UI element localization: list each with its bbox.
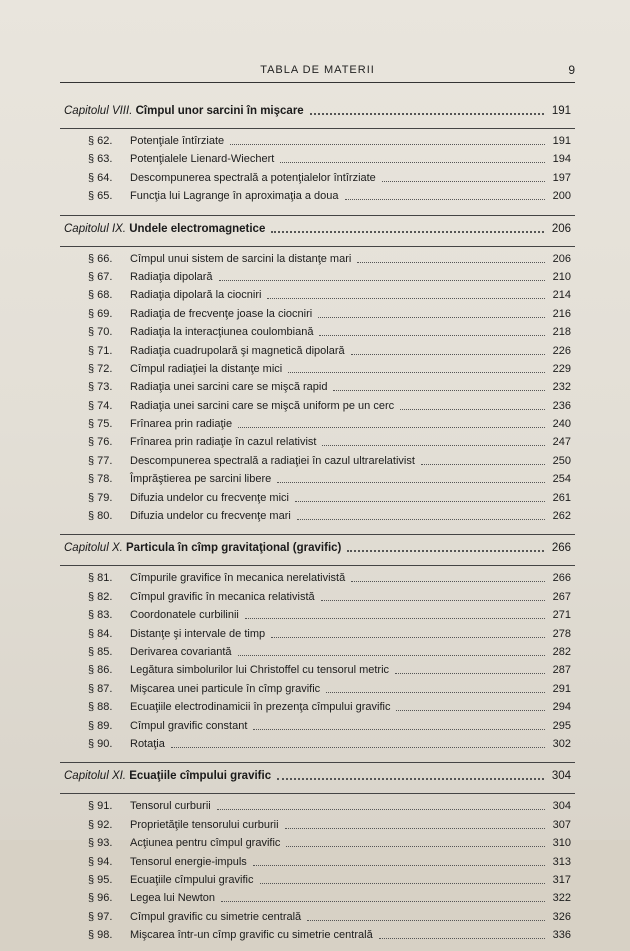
dot-leader bbox=[321, 599, 545, 601]
section-entry bbox=[60, 589, 575, 607]
section-page-number: 336 bbox=[552, 929, 571, 942]
section-number: § 66. bbox=[88, 252, 113, 265]
chapter-divider bbox=[60, 128, 575, 129]
dot-leader bbox=[277, 481, 544, 483]
section-entry bbox=[60, 434, 575, 452]
dot-leader bbox=[396, 709, 544, 711]
chapter-title bbox=[64, 770, 271, 782]
dot-leader bbox=[253, 728, 544, 730]
section-title: Legătura simbolurilor lui Christoffel cu tensorul metric bbox=[130, 664, 390, 677]
section-page-number: 197 bbox=[552, 171, 571, 184]
section-entry bbox=[60, 269, 575, 287]
table-of-contents bbox=[60, 100, 575, 951]
chapter-page-number: 304 bbox=[551, 770, 571, 783]
chapter-divider bbox=[60, 762, 575, 763]
section-number: § 79. bbox=[88, 491, 113, 504]
section-number: § 89. bbox=[88, 719, 113, 732]
section-entry bbox=[60, 817, 575, 835]
section-number: § 94. bbox=[88, 855, 113, 868]
chapter-name: Particula în cîmp gravitaţional (gravific) bbox=[126, 542, 342, 555]
chapter-spacer bbox=[60, 207, 575, 213]
section-title: Radiaţia dipolară la ciocniri bbox=[130, 289, 262, 302]
dot-leader bbox=[310, 111, 544, 115]
section-entry bbox=[60, 835, 575, 853]
dot-leader bbox=[219, 279, 545, 281]
section-entry bbox=[60, 416, 575, 434]
section-entry bbox=[60, 361, 575, 379]
section-title: Difuzia undelor cu frecvenţe mici bbox=[130, 491, 289, 504]
section-page-number: 295 bbox=[552, 719, 571, 732]
section-page-number: 232 bbox=[552, 381, 571, 394]
dot-leader bbox=[221, 900, 545, 902]
section-number: § 96. bbox=[88, 892, 113, 905]
section-page-number: 226 bbox=[552, 344, 571, 357]
chapter-divider bbox=[60, 565, 575, 566]
section-number: § 85. bbox=[88, 645, 113, 658]
dot-leader bbox=[238, 654, 545, 656]
section-entry bbox=[60, 626, 575, 644]
section-entry bbox=[60, 798, 575, 816]
section-number: § 91. bbox=[88, 800, 113, 813]
section-number: § 63. bbox=[88, 153, 113, 166]
header-page-number: 9 bbox=[568, 63, 575, 77]
section-page-number: 247 bbox=[552, 436, 571, 449]
section-title: Tensorul energie-impuls bbox=[130, 855, 247, 868]
dot-leader bbox=[395, 672, 545, 674]
dot-leader bbox=[319, 334, 544, 336]
section-number: § 93. bbox=[88, 837, 113, 850]
section-entry bbox=[60, 471, 575, 489]
section-number: § 78. bbox=[88, 473, 113, 486]
section-entry bbox=[60, 287, 575, 305]
section-entry bbox=[60, 398, 575, 416]
section-number: § 64. bbox=[88, 171, 113, 184]
section-page-number: 236 bbox=[552, 399, 571, 412]
section-number: § 90. bbox=[88, 737, 113, 750]
dot-leader bbox=[286, 845, 544, 847]
section-title: Împrăştierea pe sarcini libere bbox=[130, 473, 272, 486]
section-number: § 80. bbox=[88, 510, 113, 523]
section-title: Difuzia undelor cu frecvenţe mari bbox=[130, 510, 291, 523]
section-title: Descompunerea spectrală a potenţialelor întîrziate bbox=[130, 171, 376, 184]
section-title: Radiaţia unei sarcini care se mişcă uniform pe un cerc bbox=[130, 399, 395, 412]
dot-leader bbox=[271, 636, 545, 638]
dot-leader bbox=[271, 229, 543, 233]
dot-leader bbox=[245, 617, 545, 619]
section-title: Cîmpul radiaţiei la distanţe mici bbox=[130, 362, 283, 375]
chapter-divider bbox=[60, 534, 575, 535]
section-title: Cîmpul gravific constant bbox=[130, 719, 248, 732]
chapter-divider bbox=[60, 793, 575, 794]
section-number: § 84. bbox=[88, 627, 113, 640]
chapter-spacer bbox=[60, 945, 575, 951]
section-number: § 77. bbox=[88, 454, 113, 467]
section-entry bbox=[60, 681, 575, 699]
section-number: § 74. bbox=[88, 399, 113, 412]
section-page-number: 282 bbox=[552, 645, 571, 658]
chapter-spacer bbox=[60, 754, 575, 760]
section-page-number: 194 bbox=[552, 153, 571, 166]
section-entry bbox=[60, 699, 575, 717]
section-entry bbox=[60, 736, 575, 754]
section-entry bbox=[60, 662, 575, 680]
section-page-number: 254 bbox=[552, 473, 571, 486]
section-number: § 68. bbox=[88, 289, 113, 302]
section-entry bbox=[60, 170, 575, 188]
section-entry bbox=[60, 490, 575, 508]
section-number: § 67. bbox=[88, 270, 113, 283]
dot-leader bbox=[253, 864, 545, 866]
chapter-label: Capitolul IX. bbox=[64, 222, 127, 235]
dot-leader bbox=[238, 426, 545, 428]
section-page-number: 317 bbox=[552, 873, 571, 886]
section-page-number: 218 bbox=[552, 326, 571, 339]
section-entry bbox=[60, 508, 575, 526]
chapter-page-number: 191 bbox=[551, 105, 571, 117]
section-number: § 98. bbox=[88, 929, 113, 942]
section-title: Radiaţia cuadrupolară şi magnetică dipolară bbox=[130, 344, 345, 357]
chapter-label: Capitolul XI. bbox=[64, 770, 127, 783]
dot-leader bbox=[379, 937, 545, 939]
section-entry bbox=[60, 644, 575, 662]
section-title: Rotaţia bbox=[130, 737, 165, 750]
dot-leader bbox=[326, 691, 545, 693]
section-title: Descompunerea spectrală a radiaţiei în cazul ultrarelativist bbox=[130, 454, 415, 467]
section-title: Cîmpurile gravifice în mecanica nerelativistă bbox=[130, 572, 346, 585]
section-entry bbox=[60, 251, 575, 269]
dot-leader bbox=[421, 463, 545, 465]
section-number: § 72. bbox=[88, 362, 113, 375]
section-title: Derivarea covariantă bbox=[130, 645, 232, 658]
section-title: Mişcarea într-un cîmp gravific cu simetrie centrală bbox=[130, 929, 373, 942]
section-number: § 95. bbox=[88, 873, 113, 886]
section-page-number: 240 bbox=[552, 418, 571, 431]
section-title: Tensorul curburii bbox=[130, 800, 211, 813]
section-page-number: 304 bbox=[552, 800, 571, 813]
dot-leader bbox=[260, 882, 545, 884]
chapter-spacer bbox=[60, 526, 575, 532]
section-entry bbox=[60, 607, 575, 625]
chapter-heading bbox=[60, 102, 575, 126]
section-page-number: 291 bbox=[552, 682, 571, 695]
section-number: § 83. bbox=[88, 609, 113, 622]
section-page-number: 322 bbox=[552, 892, 571, 905]
section-title: Distanţe şi intervale de timp bbox=[130, 627, 266, 640]
chapter-name: Cîmpul unor sarcini în mişcare bbox=[135, 105, 304, 117]
section-entry bbox=[60, 324, 575, 342]
dot-leader bbox=[382, 180, 545, 182]
dot-leader bbox=[217, 808, 545, 810]
section-entry bbox=[60, 379, 575, 397]
chapter-heading bbox=[60, 220, 575, 244]
chapter-divider bbox=[60, 246, 575, 247]
section-title: Radiaţia dipolară bbox=[130, 270, 213, 283]
section-entry bbox=[60, 306, 575, 324]
section-title: Funcţia lui Lagrange în aproximaţia a doua bbox=[130, 190, 339, 203]
section-page-number: 294 bbox=[552, 701, 571, 714]
dot-leader bbox=[295, 500, 545, 502]
section-title: Acţiunea pentru cîmpul gravific bbox=[130, 837, 281, 850]
section-page-number: 307 bbox=[552, 818, 571, 831]
section-number: § 65. bbox=[88, 190, 113, 203]
section-number: § 69. bbox=[88, 307, 113, 320]
section-entry bbox=[60, 718, 575, 736]
section-number: § 82. bbox=[88, 590, 113, 603]
section-title: Ecuaţiile electrodinamicii în prezenţa cîmpului gravific bbox=[130, 701, 391, 714]
section-number: § 75. bbox=[88, 418, 113, 431]
section-number: § 87. bbox=[88, 682, 113, 695]
section-title: Cîmpul unui sistem de sarcini la distanţe mari bbox=[130, 252, 352, 265]
chapter-name: Undele electromagnetice bbox=[129, 222, 266, 235]
section-title: Radiaţia unei sarcini care se mişcă rapid bbox=[130, 381, 328, 394]
dot-leader bbox=[297, 518, 545, 520]
dot-leader bbox=[230, 143, 544, 145]
section-entry bbox=[60, 188, 575, 206]
chapter-heading bbox=[60, 539, 575, 563]
dot-leader bbox=[267, 297, 544, 299]
section-number: § 92. bbox=[88, 818, 113, 831]
section-entry bbox=[60, 453, 575, 471]
section-page-number: 267 bbox=[552, 590, 571, 603]
section-page-number: 262 bbox=[552, 510, 571, 523]
section-page-number: 214 bbox=[552, 289, 571, 302]
section-title: Potenţialele Lienard-Wiechert bbox=[130, 153, 275, 166]
section-page-number: 250 bbox=[552, 454, 571, 467]
section-title: Frînarea prin radiaţie bbox=[130, 418, 233, 431]
header-title: TABLA DE MATERII bbox=[260, 64, 375, 76]
section-title: Frînarea prin radiaţie în cazul relativist bbox=[130, 436, 317, 449]
section-title: Radiaţia de frecvenţe joase la ciocniri bbox=[130, 307, 313, 320]
section-entry bbox=[60, 909, 575, 927]
dot-leader bbox=[280, 161, 544, 163]
section-number: § 76. bbox=[88, 436, 113, 449]
section-page-number: 278 bbox=[552, 627, 571, 640]
chapter-page-number: 206 bbox=[551, 222, 571, 235]
section-entry bbox=[60, 133, 575, 151]
section-page-number: 287 bbox=[552, 664, 571, 677]
section-page-number: 206 bbox=[552, 252, 571, 265]
chapter-page-number: 266 bbox=[551, 542, 571, 555]
dot-leader bbox=[357, 261, 544, 263]
dot-leader bbox=[400, 408, 545, 410]
dot-leader bbox=[351, 580, 544, 582]
section-page-number: 266 bbox=[552, 572, 571, 585]
dot-leader bbox=[351, 353, 545, 355]
dot-leader bbox=[345, 198, 545, 200]
section-title: Potenţiale întîrziate bbox=[130, 135, 225, 147]
section-page-number: 210 bbox=[552, 270, 571, 283]
section-number: § 73. bbox=[88, 381, 113, 394]
section-number: § 86. bbox=[88, 664, 113, 677]
section-entry bbox=[60, 890, 575, 908]
section-title: Legea lui Newton bbox=[130, 892, 216, 905]
dot-leader bbox=[318, 316, 544, 318]
dot-leader bbox=[307, 919, 544, 921]
chapter-label: Capitolul X. bbox=[64, 542, 123, 555]
chapter-title bbox=[64, 223, 265, 235]
section-entry bbox=[60, 570, 575, 588]
section-entry bbox=[60, 854, 575, 872]
dot-leader bbox=[277, 776, 544, 780]
chapter-title bbox=[64, 542, 341, 554]
section-entry bbox=[60, 927, 575, 945]
dot-leader bbox=[171, 746, 545, 748]
section-page-number: 200 bbox=[552, 190, 571, 203]
section-title: Coordonatele curbilinii bbox=[130, 609, 239, 622]
section-entry bbox=[60, 343, 575, 361]
section-title: Cîmpul gravific cu simetrie centrală bbox=[130, 910, 302, 923]
section-entry bbox=[60, 872, 575, 890]
chapter-heading bbox=[60, 767, 575, 791]
section-number: § 71. bbox=[88, 344, 113, 357]
section-page-number: 313 bbox=[552, 855, 571, 868]
section-title: Mişcarea unei particule în cîmp gravific bbox=[130, 682, 321, 695]
dot-leader bbox=[322, 444, 544, 446]
section-number: § 88. bbox=[88, 701, 113, 714]
section-title: Proprietăţile tensorului curburii bbox=[130, 818, 279, 831]
chapter-name: Ecuaţiile cîmpului gravific bbox=[129, 770, 272, 783]
chapter-label: Capitolul VIII. bbox=[64, 105, 133, 117]
section-page-number: 261 bbox=[552, 491, 571, 504]
section-entry bbox=[60, 151, 575, 169]
chapter-divider bbox=[60, 215, 575, 216]
section-page-number: 271 bbox=[552, 609, 571, 622]
dot-leader bbox=[333, 389, 544, 391]
running-header bbox=[60, 60, 575, 83]
dot-leader bbox=[347, 548, 543, 552]
dot-leader bbox=[285, 827, 545, 829]
section-page-number: 326 bbox=[552, 910, 571, 923]
section-page-number: 310 bbox=[552, 837, 571, 850]
section-number: § 81. bbox=[88, 572, 113, 585]
section-number: § 97. bbox=[88, 910, 113, 923]
dot-leader bbox=[288, 371, 544, 373]
section-page-number: 191 bbox=[552, 135, 571, 147]
section-title: Ecuaţiile cîmpului gravific bbox=[130, 873, 254, 886]
chapter-title bbox=[64, 105, 304, 117]
section-title: Radiaţia la interacţiunea coulombiană bbox=[130, 326, 314, 339]
section-title: Cîmpul gravific în mecanica relativistă bbox=[130, 590, 315, 603]
section-page-number: 229 bbox=[552, 362, 571, 375]
section-page-number: 302 bbox=[552, 737, 571, 750]
section-number: § 70. bbox=[88, 326, 113, 339]
section-number: § 62. bbox=[88, 135, 113, 147]
section-page-number: 216 bbox=[552, 307, 571, 320]
